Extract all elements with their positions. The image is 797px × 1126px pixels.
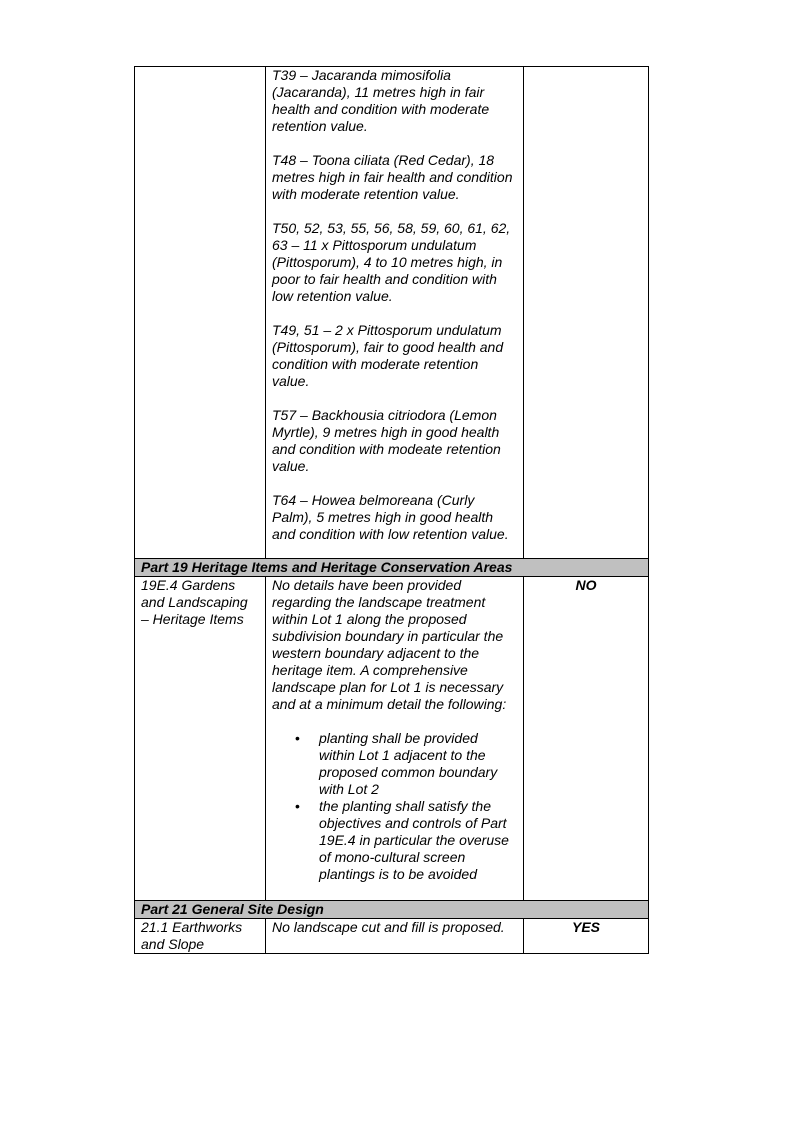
control-cell: 21.1 Earthworks and Slope (135, 919, 266, 954)
tree-entry: T49, 51 – 2 x Pittosporum undulatum (Pittosporum), fair to good health and condition with moderate retention value. (272, 322, 504, 389)
control-cell-empty (135, 67, 266, 559)
section-heading-row (135, 559, 649, 577)
compliance-cell-empty (524, 67, 649, 559)
list-item: • planting shall be provided within Lot 1 adjacent to the proposed common boundary with Lot 2 (319, 730, 517, 798)
comment-cell (266, 577, 524, 901)
table-row (135, 67, 649, 559)
section-heading: Part 21 General Site Design (135, 901, 649, 919)
tree-list-cell (266, 67, 524, 559)
tree-entry: T50, 52, 53, 55, 56, 58, 59, 60, 61, 62, 63 – 11 x Pittosporum undulatum (Pittosporum), 4 to 10 metres high, in poor to fair health and condition with low retention value. (272, 220, 511, 304)
tree-entry: T57 – Backhousia citriodora (Lemon Myrtle), 9 metres high in good health and condition with modeate retention value. (272, 407, 501, 474)
control-cell: 19E.4 Gardens and Landscaping – Heritage Items (135, 577, 266, 901)
section-heading: Part 19 Heritage Items and Heritage Conservation Areas (135, 559, 649, 577)
table-row (135, 919, 649, 954)
comment-cell: No landscape cut and fill is proposed. (266, 919, 524, 954)
compliance-table (134, 66, 649, 954)
list-item: • the planting shall satisfy the objectives and controls of Part 19E.4 in particular the overuse of mono-cultural screen plantings is to be avoided (319, 798, 517, 883)
comment-text: No details have been provided regarding the landscape treatment within Lot 1 along the proposed subdivision boundary in particular the western boundary adjacent to the heritage item. A comprehensive landscape plan for Lot 1 is necessary and at a minimum detail the following: (272, 577, 507, 712)
compliance-value: YES (524, 919, 649, 954)
tree-entry: T39 – Jacaranda mimosifolia (Jacaranda), 11 metres high in fair health and condition with moderate retention value. (272, 67, 490, 134)
requirement-list (272, 730, 517, 883)
section-heading-row (135, 901, 649, 919)
tree-entry: T48 – Toona ciliata (Red Cedar), 18 metres high in fair health and condition with moderate retention value. (272, 152, 513, 202)
tree-entry: T64 – Howea belmoreana (Curly Palm), 5 metres high in good health and condition with low retention value. (272, 492, 509, 542)
compliance-value: NO (524, 577, 649, 901)
table-row (135, 577, 649, 901)
